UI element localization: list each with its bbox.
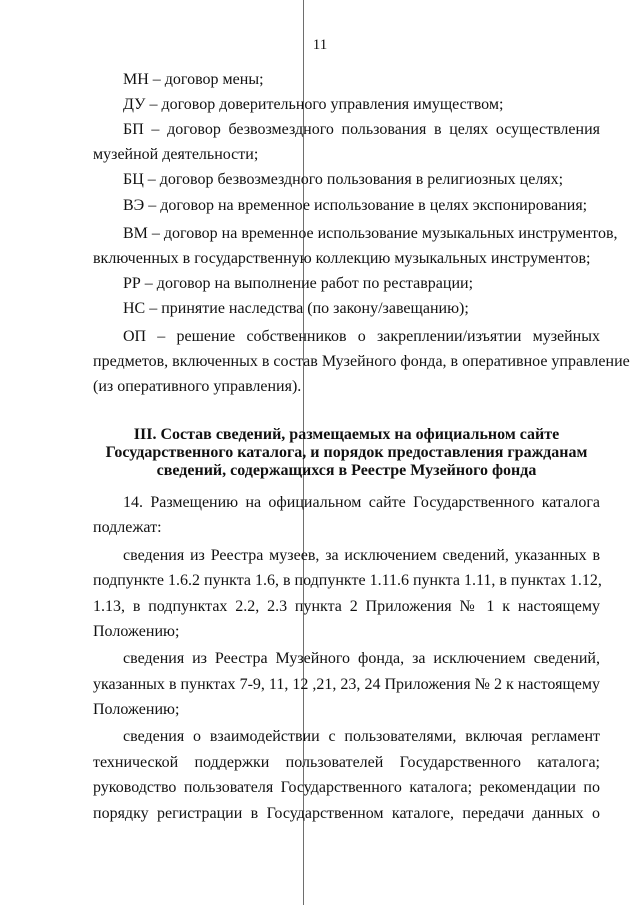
abbr-vm-line1: ВМ – договор на временное использование музыкальных инструментов, [123,225,618,242]
para-fund-line2: указанных в пунктах 7-9, 11, 12 ,21, 23, 24 Приложения № 2 к настоящему [93,676,600,693]
abbr-bp-line2: музейной деятельности; [93,146,259,163]
abbr-rr: РР – договор на выполнение работ по реставрации; [123,275,474,292]
para-14-line2: подлежат: [93,519,162,536]
para-interaction-line3: руководство пользователя Государственного каталога; рекомендации по [93,779,600,796]
abbr-op-line1: ОП – решение собственников о закреплении/изъятии музейных [123,328,600,345]
section-heading-line1: III. Состав сведений, размещаемых на официальном сайте [133,426,560,443]
abbr-ns: НС – принятие наследства (по закону/завещанию); [123,300,469,317]
section-heading-line3: сведений, содержащихся в Реестре Музейного фонда [156,462,537,479]
para-interaction-line1: сведения о взаимодействии с пользователями, включая регламент [123,728,600,745]
abbr-bc: БЦ – договор безвозмездного пользования в религиозных целях; [123,171,564,188]
page-number: 11 [312,37,328,53]
para-fund-line1: сведения из Реестра Музейного фонда, за исключением сведений, [123,650,600,667]
para-museums-line1: сведения из Реестра музеев, за исключением сведений, указанных в [123,547,600,564]
para-interaction-line4: порядку регистрации в Государственном каталоге, передачи данных о [93,805,600,822]
para-fund-line3: Положению; [93,701,180,718]
abbr-bp-line1: БП – договор безвозмездного пользования в целях осуществления [123,121,600,138]
abbr-du: ДУ – договор доверительного управления имуществом; [123,96,504,113]
abbr-op-line3: (из оперативного управления). [93,378,302,395]
para-museums-line4: Положению; [93,623,180,640]
abbr-vm-line2: включенных в государственную коллекцию музыкальных инструментов; [93,250,591,267]
para-museums-line2: подпункте 1.6.2 пункта 1.6, в подпункте 1.11.6 пункта 1.11, в пунктах 1.12, [93,572,602,589]
para-interaction-line2: технической поддержки пользователей Государственного каталога; [93,754,600,771]
abbr-ve: ВЭ – договор на временное использование в целях экспонирования; [123,197,588,214]
section-heading-line2: Государственного каталога, и порядок предоставления гражданам [105,444,588,461]
para-14-line1: 14. Размещению на официальном сайте Государственного каталога [123,494,600,511]
abbr-mn: МН – договор мены; [123,71,264,88]
para-museums-line3: 1.13, в подпунктах 2.2, 2.3 пункта 2 Приложения № 1 к настоящему [93,598,600,615]
abbr-op-line2: предметов, включенных в состав Музейного фонда, в оперативное управление [93,353,630,370]
